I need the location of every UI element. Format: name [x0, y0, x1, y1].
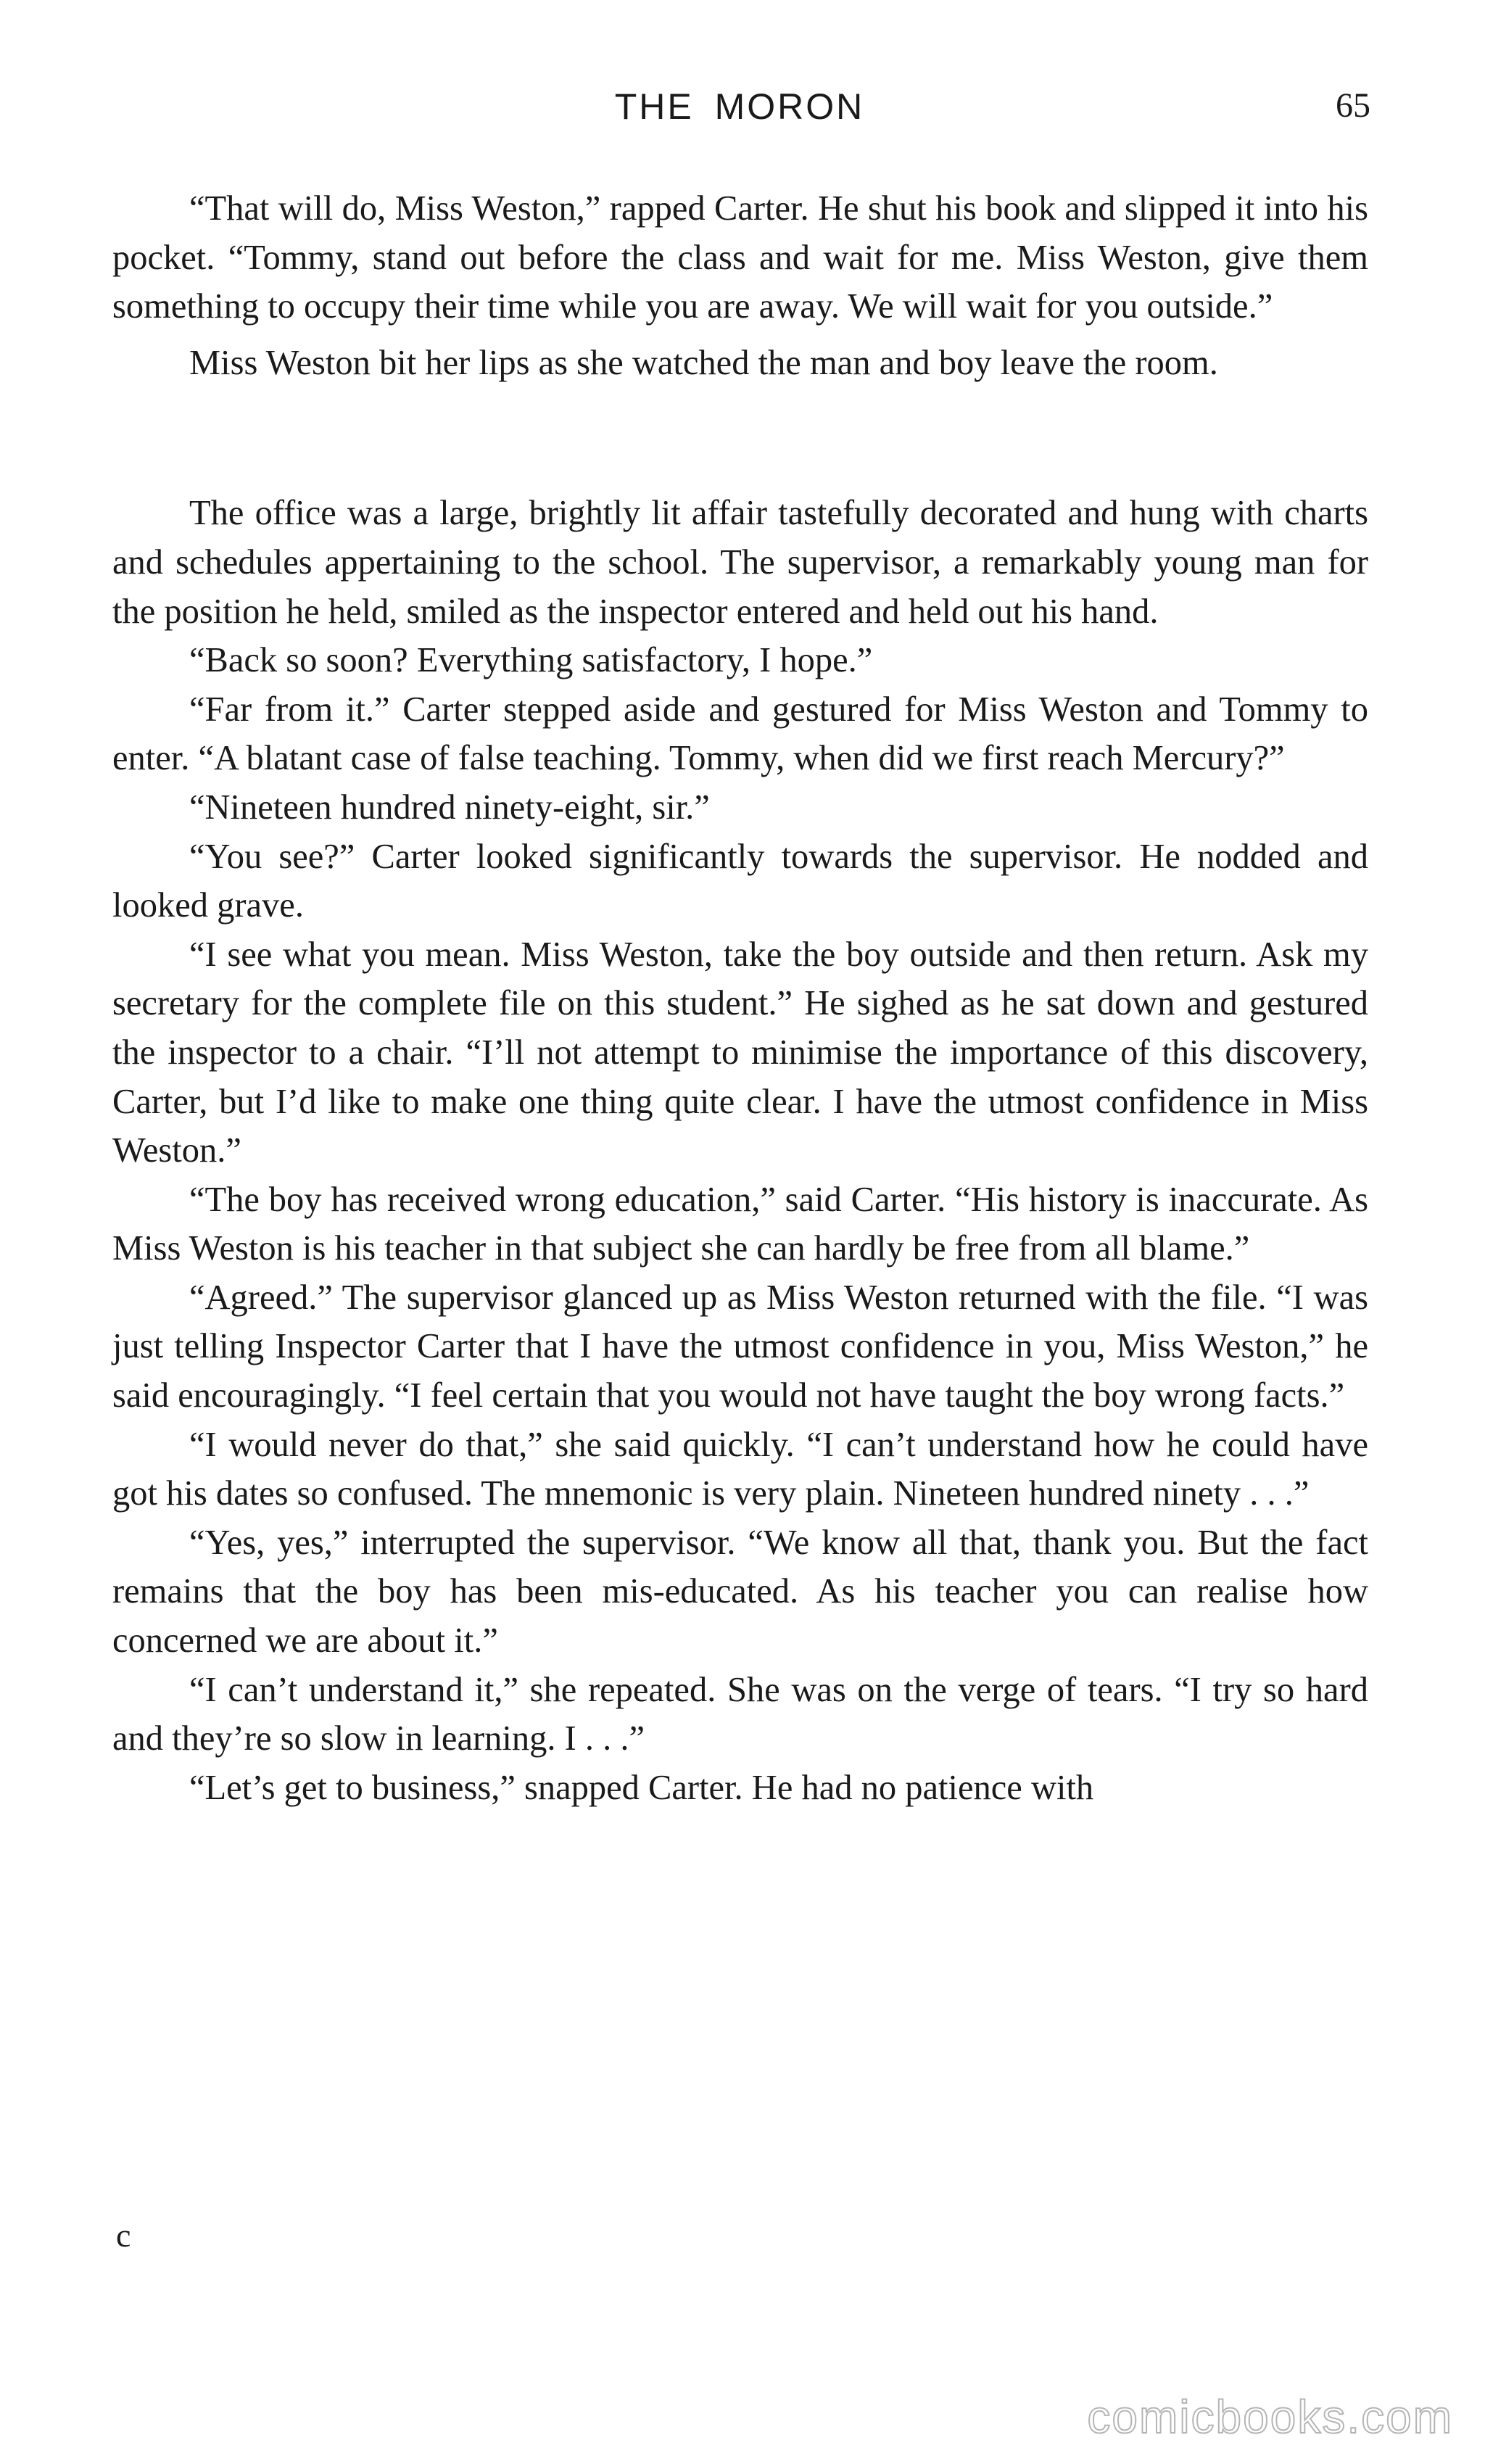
paragraph: “That will do, Miss Weston,” rapped Carter. He shut his book and slipped it into his pocket. “Tommy, stand out before the class and wait for me. Miss Weston, give them something to occupy their time while you are away. We will wait for you outside.”: [112, 189, 1368, 326]
watermark: comicbooks.com: [1087, 2391, 1453, 2443]
paragraph: “I see what you mean. Miss Weston, take the boy outside and then return. Ask my secretary for the complete file on this student.” He sighed as he sat down and gestured the inspector to a chair. “I’ll not attempt to minimise the importance of this discovery, Carter, but I’d like to make one thing quite clear. I have the utmost confidence in Miss Weston.”: [112, 935, 1368, 1170]
paragraph: “Yes, yes,” interrupted the supervisor. “We know all that, thank you. But the fact remains that the boy has been mis-educated. As his teacher you can realise how concerned we are about it.”: [112, 1523, 1368, 1661]
running-title: THE MORON: [614, 86, 865, 127]
paragraph: “I can’t understand it,” she repeated. She was on the verge of tears. “I try so hard and they’re so slow in learning. I . . .”: [112, 1670, 1368, 1758]
paragraph: “Let’s get to business,” snapped Carter. He had no patience with: [189, 1768, 1094, 1807]
paragraph: Miss Weston bit her lips as she watched the man and boy leave the room.: [189, 343, 1218, 382]
paragraph: “You see?” Carter looked significantly towards the supervisor. He nodded and looked grave.: [112, 837, 1368, 925]
page-number: 65: [1336, 86, 1370, 125]
running-header: [109, 86, 1370, 144]
paragraph: “The boy has received wrong education,” said Carter. “His history is inaccurate. As Miss Weston is his teacher in that subject she can hardly be free from all blame.”: [112, 1180, 1368, 1268]
body-text: [112, 184, 1368, 1812]
paragraph: “Far from it.” Carter stepped aside and gestured for Miss Weston and Tommy to enter. “A blatant case of false teaching. Tommy, when did we first reach Mercury?”: [112, 690, 1368, 778]
paragraph: “Nineteen hundred ninety-eight, sir.”: [189, 787, 710, 827]
paragraph: “I would never do that,” she said quickly. “I can’t understand how he could have got his dates so confused. The mnemonic is very plain. Nineteen hundred ninety . . .”: [112, 1425, 1368, 1513]
paragraph: “Back so soon? Everything satisfactory, I hope.”: [189, 641, 873, 680]
paragraph: The office was a large, brightly lit affair tastefully decorated and hung with charts and schedules appertaining to the school. The supervisor, a remarkably young man for the position he held, smiled as the inspector entered and held out his hand.: [112, 494, 1368, 631]
paragraph: “Agreed.” The supervisor glanced up as Miss Weston returned with the file. “I was just telling Inspector Carter that I have the utmost confidence in you, Miss Weston,” he said encouragingly. “I feel certain that you would not have taught the boy wrong facts.”: [112, 1278, 1368, 1415]
signature-mark: c: [116, 2217, 131, 2254]
